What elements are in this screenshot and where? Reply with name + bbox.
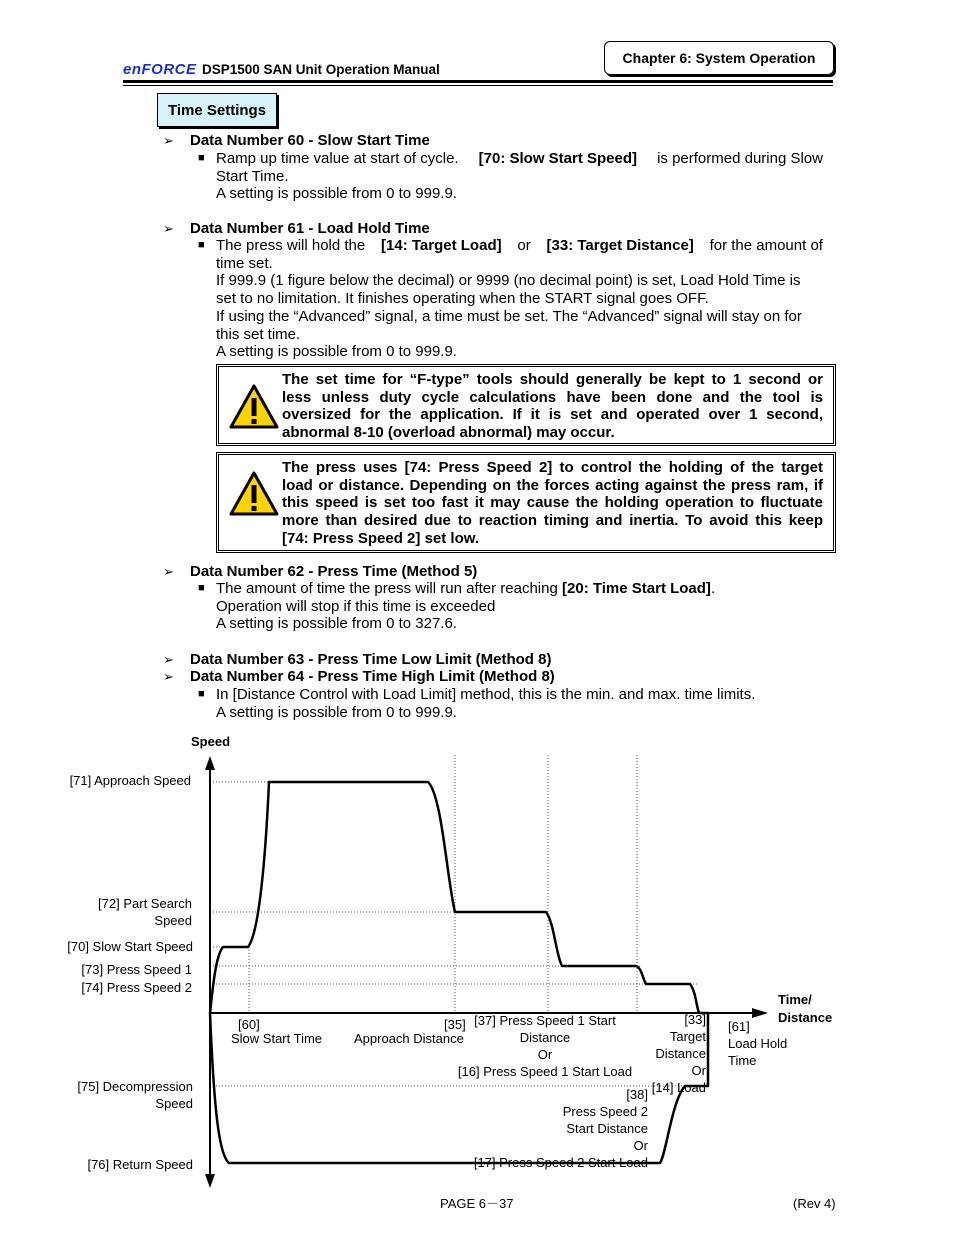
- text-line: [61]: [728, 1019, 750, 1034]
- label-target-distance: [620, 1011, 706, 1096]
- text-line: Distance: [655, 1046, 706, 1061]
- text-line: A setting is possible from 0 to 999.9.: [216, 703, 457, 721]
- label-approach-distance: Approach Distance: [354, 1031, 464, 1046]
- x-axis-label: Distance: [778, 1010, 833, 1025]
- item-title-61: Data Number 61 - Load Hold Time: [190, 220, 430, 237]
- text-line: Or: [633, 1138, 648, 1153]
- text-fragment: The amount of time the press will run after reaching: [216, 580, 558, 597]
- text-line: If 999.9 (1 figure below the decimal) or 9999 (no decimal point) is set, Load Hold Time is: [216, 272, 801, 290]
- text-line: Time: [728, 1053, 757, 1068]
- text-line: [38]: [626, 1087, 648, 1102]
- label-part-search-speed: [30, 895, 192, 929]
- y-axis-arrowhead-top: [205, 756, 215, 770]
- text-line: Speed: [155, 1096, 193, 1111]
- item-title-60: Data Number 60 - Slow Start Time: [190, 132, 430, 149]
- square-bullet-icon: ■: [198, 239, 205, 251]
- revision-label: (Rev 4): [793, 1196, 836, 1211]
- text-line: less unless duty cycle calculations have been done and the tool is: [282, 388, 823, 406]
- text-line: [33]: [684, 1012, 706, 1027]
- arrow-bullet-icon: ➢: [163, 133, 174, 148]
- text-line: If using the “Advanced” signal, a time must be set. The “Advanced” signal will stay on for: [216, 307, 802, 325]
- text-line: this speed is set too fast it may cause the holding operation to fluctuate: [282, 494, 823, 512]
- text-line: oversized for the application. If it is set and operated over 1 second,: [282, 406, 823, 424]
- text-line: Start Time.: [216, 167, 289, 185]
- text-fragment: [20: Time Start Load]: [562, 580, 711, 597]
- text-fragment: .: [710, 580, 716, 597]
- text-fragment: [70: Slow Start Speed]: [478, 150, 638, 167]
- label-press-speed-2-start: [440, 1086, 648, 1171]
- text-line: Target: [669, 1029, 706, 1044]
- square-bullet-icon: ■: [198, 582, 205, 594]
- text-line: [75] Decompression: [77, 1079, 193, 1094]
- arrow-bullet-icon: ➢: [163, 652, 174, 667]
- label-load-hold-time: [728, 1018, 787, 1069]
- text-line: Distance: [519, 1030, 571, 1045]
- text-line: A setting is possible from 0 to 327.6.: [216, 615, 457, 633]
- text-fragment: is performed during Slow: [657, 150, 823, 167]
- text-fragment: [33: Target Distance]: [546, 237, 694, 254]
- text-line: Speed: [154, 913, 192, 928]
- y-axis-arrowhead-bottom: [205, 1174, 215, 1188]
- text-line: Press Speed 2: [562, 1104, 648, 1119]
- page-number: PAGE 6－37: [440, 1196, 514, 1211]
- arrow-bullet-icon: ➢: [163, 221, 174, 236]
- label-slow-start-time: [60]: [238, 1017, 260, 1032]
- chapter-badge: Chapter 6: System Operation: [604, 41, 834, 75]
- section-title: Time Settings: [157, 93, 277, 127]
- label-return-speed: [76] Return Speed: [87, 1157, 193, 1172]
- y-axis-label: Speed: [191, 734, 231, 749]
- text-line: more than desired due to reaction timing and inertia. To avoid this keep: [282, 512, 823, 530]
- text-line: load or distance. Depending on the forces acting against the press ram, if: [282, 476, 823, 494]
- text-fragment: or: [517, 237, 531, 254]
- arrow-bullet-icon: ➢: [163, 669, 174, 684]
- brand-logo: enFORCE: [123, 61, 197, 78]
- x-axis-label: Time/: [778, 992, 812, 1007]
- label-slow-start-speed: [70] Slow Start Speed: [67, 939, 193, 954]
- text-line: Load Hold: [728, 1036, 788, 1051]
- square-bullet-icon: ■: [198, 688, 205, 700]
- label-press-speed-1: [73] Press Speed 1: [81, 962, 192, 977]
- item-title-64: Data Number 64 - Press Time High Limit (Method 8): [190, 668, 555, 685]
- text-line: Or: [537, 1047, 553, 1062]
- item-title-63: Data Number 63 - Press Time Low Limit (Method 8): [190, 651, 552, 668]
- manual-title: DSP1500 SAN Unit Operation Manual: [202, 62, 440, 77]
- x-axis-arrowhead: [752, 1008, 768, 1018]
- text-line: A setting is possible from 0 to 999.9.: [216, 343, 457, 361]
- label-slow-start-time: Slow Start Time: [231, 1031, 323, 1046]
- text-line: [16] Press Speed 1 Start Load: [457, 1064, 633, 1079]
- label-approach-distance: [35]: [444, 1017, 466, 1032]
- text-line: The set time for “F-type” tools should generally be kept to 1 second or: [282, 371, 823, 388]
- label-approach-speed: [71] Approach Speed: [69, 773, 191, 788]
- text-line: Operation will stop if this time is exceeded: [216, 597, 496, 615]
- text-line: A setting is possible from 0 to 999.9.: [216, 185, 457, 203]
- text-line: [72] Part Search: [98, 896, 192, 911]
- text-line: [17] Press Speed 2 Start Load: [473, 1155, 648, 1170]
- text-line: time set.: [216, 254, 273, 272]
- item-title-62: Data Number 62 - Press Time (Method 5): [190, 563, 478, 580]
- text-fragment: Ramp up time value at start of cycle.: [216, 150, 459, 167]
- text-line: Or: [691, 1063, 706, 1078]
- text-line: In [Distance Control with Load Limit] method, this is the min. and max. time limits.: [216, 686, 756, 703]
- text-line: [37] Press Speed 1 Start: [474, 1013, 616, 1028]
- label-press-speed-2: [74] Press Speed 2: [81, 980, 192, 995]
- label-decompression-speed: [30, 1078, 193, 1112]
- text-line: abnormal 8-10 (overload abnormal) may occur.: [282, 424, 615, 442]
- text-line: The press uses [74: Press Speed 2] to control the holding of the target: [282, 459, 823, 476]
- arrow-bullet-icon: ➢: [163, 564, 174, 579]
- text-line: this set time.: [216, 325, 301, 343]
- text-fragment: for the amount of: [709, 237, 823, 254]
- text-line: set to no limitation. It finishes operating when the START signal goes OFF.: [216, 290, 709, 308]
- label-press-speed-1-start: [440, 1012, 650, 1080]
- square-bullet-icon: ■: [198, 152, 205, 164]
- text-fragment: The press will hold the: [216, 237, 366, 254]
- text-line: [74: Press Speed 2] set low.: [282, 529, 480, 547]
- text-line: [14] Load: [651, 1080, 706, 1095]
- text-fragment: [14: Target Load]: [381, 237, 502, 254]
- text-line: Start Distance: [566, 1121, 648, 1136]
